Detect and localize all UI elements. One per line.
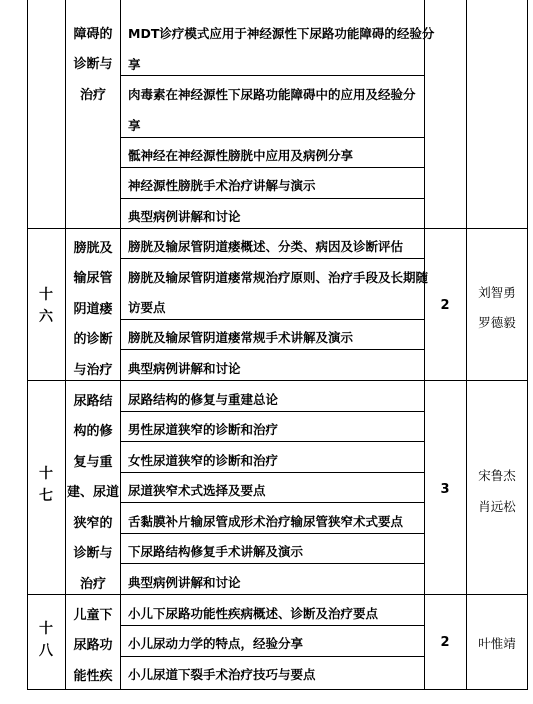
course-item: 典型病例讲解和讨论	[128, 361, 241, 376]
course-item: 尿路结构的修复与重建总论	[128, 392, 279, 407]
row-separator	[120, 533, 424, 534]
course-item: 神经源性膀胱手术治疗讲解与演示	[128, 178, 316, 193]
column-divider	[65, 0, 66, 690]
row-separator	[120, 656, 424, 657]
course-item: 女性尿道狭窄的诊断和治疗	[128, 453, 279, 468]
row-separator	[120, 319, 424, 320]
course-item: 膀胱及输尿管阴道瘘常规手术讲解及演示	[128, 330, 354, 345]
table-border-bottom	[27, 689, 528, 690]
course-item: 下尿路结构修复手术讲解及演示	[128, 544, 304, 559]
topic-line: 治疗	[79, 577, 106, 592]
teacher-name: 罗德毅	[478, 315, 516, 330]
row-separator	[120, 411, 424, 412]
topic-line: 膀胱及	[73, 241, 113, 256]
topic-line: 复与重	[73, 455, 113, 470]
topic-line: 能性疾	[73, 669, 113, 684]
course-item: 典型病例讲解和讨论	[128, 209, 241, 224]
topic-line: 尿路结	[73, 394, 113, 409]
topic-line: 输尿管	[73, 271, 113, 286]
topic-line: 狭窄的	[73, 516, 113, 531]
course-item: 小儿尿动力学的特点，经验分享	[128, 636, 304, 651]
topic-line: 诊断与	[73, 546, 113, 561]
topic-line: 构的修	[73, 424, 113, 439]
row-separator	[120, 198, 424, 199]
section-number	[31, 618, 61, 662]
row-separator	[120, 258, 424, 259]
course-item: 膀胱及输尿管阴道瘘常规治疗原则、治疗手段及长期随	[128, 270, 429, 285]
row-separator	[120, 563, 424, 564]
hours-value: 2	[440, 635, 450, 650]
topic-line: 尿路功	[73, 638, 113, 653]
row-separator	[120, 167, 424, 168]
teacher-name: 宋鲁杰	[478, 468, 516, 483]
block-separator	[27, 380, 528, 381]
topic-line: 阴道瘘	[73, 302, 113, 317]
topic-line: 建、尿道	[66, 485, 119, 500]
block-separator	[27, 594, 528, 595]
topic-line: 的诊断	[73, 332, 113, 347]
section-number	[31, 284, 61, 328]
hours-value: 3	[440, 482, 450, 497]
topic-line: 障碍的	[73, 27, 113, 42]
course-item: 男性尿道狭窄的诊断和治疗	[128, 422, 279, 437]
block-separator	[27, 228, 528, 229]
topic-line: 治疗	[79, 88, 106, 103]
row-separator	[120, 137, 424, 138]
course-item: 小儿尿道下裂手术治疗技巧与要点	[128, 667, 316, 682]
course-item: 尿道狭窄术式选择及要点	[128, 483, 266, 498]
course-item: 小儿下尿路功能性疾病概述、诊断及治疗要点	[128, 606, 379, 621]
column-divider	[424, 0, 425, 690]
course-item-continued: 享	[128, 118, 141, 133]
table-border-left	[27, 0, 28, 690]
section-number-text: 十六	[39, 287, 53, 325]
section-number-text: 十七	[39, 466, 53, 504]
row-separator	[120, 625, 424, 626]
row-separator	[120, 75, 424, 76]
course-item: 膀胱及输尿管阴道瘘概述、分类、病因及诊断评估	[128, 239, 404, 254]
row-separator	[120, 502, 424, 503]
topic-line: 与治疗	[73, 363, 113, 378]
course-item: 肉毒素在神经源性下尿路功能障碍中的应用及经验分	[128, 87, 416, 102]
course-item: 典型病例讲解和讨论	[128, 575, 241, 590]
topic-line: 诊断与	[73, 57, 113, 72]
teacher-name: 刘智勇	[478, 285, 516, 300]
course-item: MDT诊疗模式应用于神经源性下尿路功能障碍的经验分	[128, 26, 435, 41]
topic-line: 儿童下	[73, 608, 113, 623]
teacher-name: 叶惟靖	[478, 636, 516, 651]
table-border-right	[527, 0, 528, 690]
section-number	[31, 463, 61, 507]
column-divider	[466, 0, 467, 690]
row-separator	[120, 441, 424, 442]
row-separator	[120, 472, 424, 473]
course-item-continued: 享	[128, 57, 141, 72]
course-item: 舌黏膜补片输尿管成形术治疗输尿管狭窄术式要点	[128, 514, 404, 529]
teacher-name: 肖远松	[478, 499, 516, 514]
hours-value: 2	[440, 298, 450, 313]
course-item-continued: 访要点	[128, 300, 166, 315]
course-item: 骶神经在神经源性膀胱中应用及病例分享	[128, 148, 354, 163]
row-separator	[120, 349, 424, 350]
section-number-text: 十八	[39, 621, 53, 659]
column-divider	[120, 0, 121, 690]
